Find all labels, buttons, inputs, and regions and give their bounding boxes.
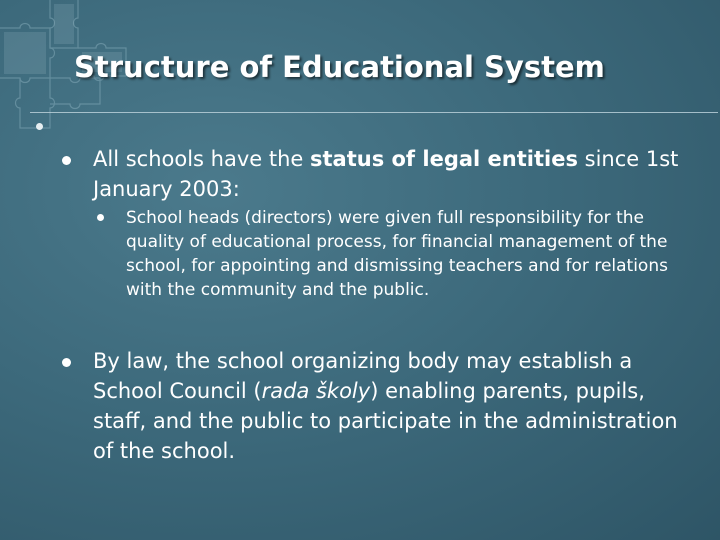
bullet-2-italic-term: rada školy	[261, 379, 371, 403]
sub-bullet-school-heads: School heads (directors) were given full responsibility for the quality of educational process, for financial management of the school, for appointing and dismissing teachers and for relations with the community and the public.	[126, 208, 668, 300]
title-divider	[30, 112, 718, 113]
bullet-2-text-after: ) enabling parents, pupils, staff, and the public to participate in the administration of the school.	[93, 379, 678, 463]
bullet-icon	[62, 156, 71, 165]
bullet-school-council	[93, 346, 683, 466]
divider-dot	[36, 123, 43, 130]
slide-title: Structure of Educational System	[74, 50, 605, 84]
bullet-icon	[97, 214, 104, 221]
bullet-1-text-after: since 1st January 2003:	[93, 147, 679, 201]
bullet-1-text-before: All schools have the	[93, 147, 310, 171]
bullet-1-bold-text: status of legal entities	[310, 147, 578, 171]
bullet-legal-status	[93, 144, 693, 204]
bullet-2-text-before: By law, the school organizing body may establish a School Council (	[93, 349, 633, 403]
bullet-icon	[62, 358, 71, 367]
